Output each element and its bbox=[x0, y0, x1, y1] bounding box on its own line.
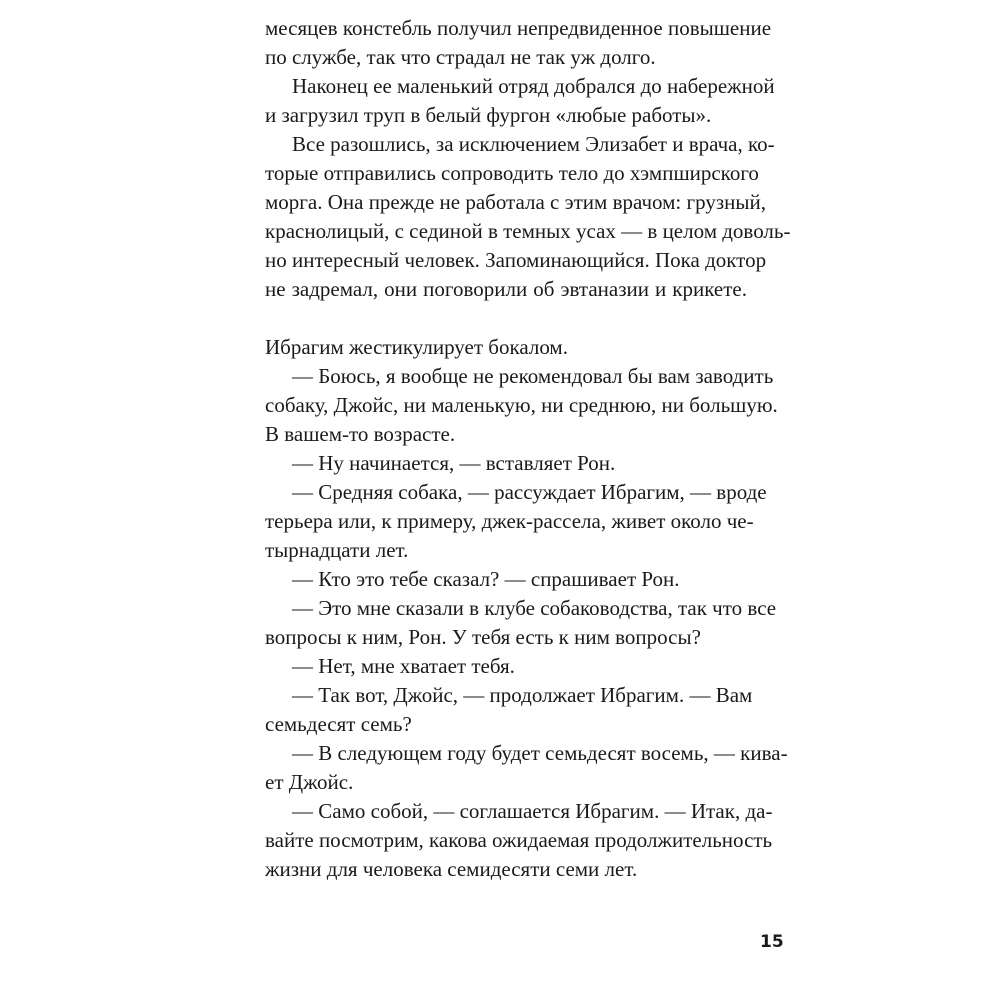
paragraph-11 bbox=[265, 681, 753, 739]
text-line: терьера или, к примеру, джек-рассела, живет около че- bbox=[265, 509, 754, 533]
paragraph-12 bbox=[265, 739, 788, 797]
text-line: Все разошлись, за исключением Элизабет и врача, ко- bbox=[292, 132, 775, 156]
paragraph-3 bbox=[265, 130, 791, 304]
text-line: вайте посмотрим, какова ожидаемая продолжительность bbox=[265, 828, 773, 852]
section-break bbox=[265, 304, 747, 333]
text-line: вопросы к ним, Рон. У тебя есть к ним вопросы? bbox=[265, 625, 701, 649]
text-line: — В следующем году будет семьдесят восемь, — кива- bbox=[292, 741, 788, 765]
text-line: краснолицый, с сединой в темных усах — в целом доволь- bbox=[265, 219, 791, 243]
text-line: В вашем-то возрасте. bbox=[265, 422, 456, 446]
paragraph-1 bbox=[265, 14, 772, 72]
book-page-text bbox=[265, 14, 791, 884]
text-line: — Средняя собака, — рассуждает Ибрагим, — вроде bbox=[292, 480, 767, 504]
text-line: Наконец ее маленький отряд добрался до набережной bbox=[292, 74, 775, 98]
text-line: торые отправились сопроводить тело до хэмпширского bbox=[265, 161, 759, 185]
text-line: морга. Она прежде не работала с этим врачом: грузный, bbox=[265, 190, 766, 214]
text-line: — Так вот, Джойс, — продолжает Ибрагим. — Вам bbox=[292, 683, 753, 707]
text-line: — Это мне сказали в клубе собаководства, так что все bbox=[292, 596, 777, 620]
paragraph-7 bbox=[265, 478, 767, 565]
text-line: и загрузил труп в белый фургон «любые работы». bbox=[265, 103, 712, 127]
text-line: — Кто это тебе сказал? — спрашивает Рон. bbox=[292, 567, 680, 591]
text-line: — Ну начинается, — вставляет Рон. bbox=[292, 451, 616, 475]
text-line: жизни для человека семидесяти семи лет. bbox=[265, 857, 638, 881]
paragraph-8 bbox=[265, 565, 747, 594]
text-line: по службе, так что страдал не так уж долго. bbox=[265, 45, 656, 69]
paragraph-9 bbox=[265, 594, 777, 652]
text-line: собаку, Джойс, ни маленькую, ни среднюю, ни большую. bbox=[265, 393, 778, 417]
text-line: но интересный человек. Запоминающийся. Пока доктор bbox=[265, 248, 767, 272]
text-line: тырнадцати лет. bbox=[265, 538, 409, 562]
text-line: месяцев констебль получил непредвиденное повышение bbox=[265, 16, 772, 40]
text-line: ет Джойс. bbox=[265, 770, 354, 794]
text-line: — Боюсь, я вообще не рекомендовал бы вам заводить bbox=[292, 364, 774, 388]
page-number: 15 bbox=[760, 932, 784, 952]
paragraph-13 bbox=[265, 797, 773, 884]
paragraph-2 bbox=[265, 72, 775, 130]
paragraph-6 bbox=[265, 449, 747, 478]
text-line: Ибрагим жестикулирует бокалом. bbox=[265, 335, 568, 359]
text-line: — Нет, мне хватает тебя. bbox=[292, 654, 515, 678]
text-line: — Само собой, — соглашается Ибрагим. — Итак, да- bbox=[292, 799, 773, 823]
text-line: не задремал, они поговорили об эвтаназии и крикете. bbox=[265, 277, 747, 301]
paragraph-10 bbox=[265, 652, 747, 681]
paragraph-4 bbox=[265, 333, 747, 362]
paragraph-5 bbox=[265, 362, 778, 449]
text-line: семьдесят семь? bbox=[265, 712, 412, 736]
